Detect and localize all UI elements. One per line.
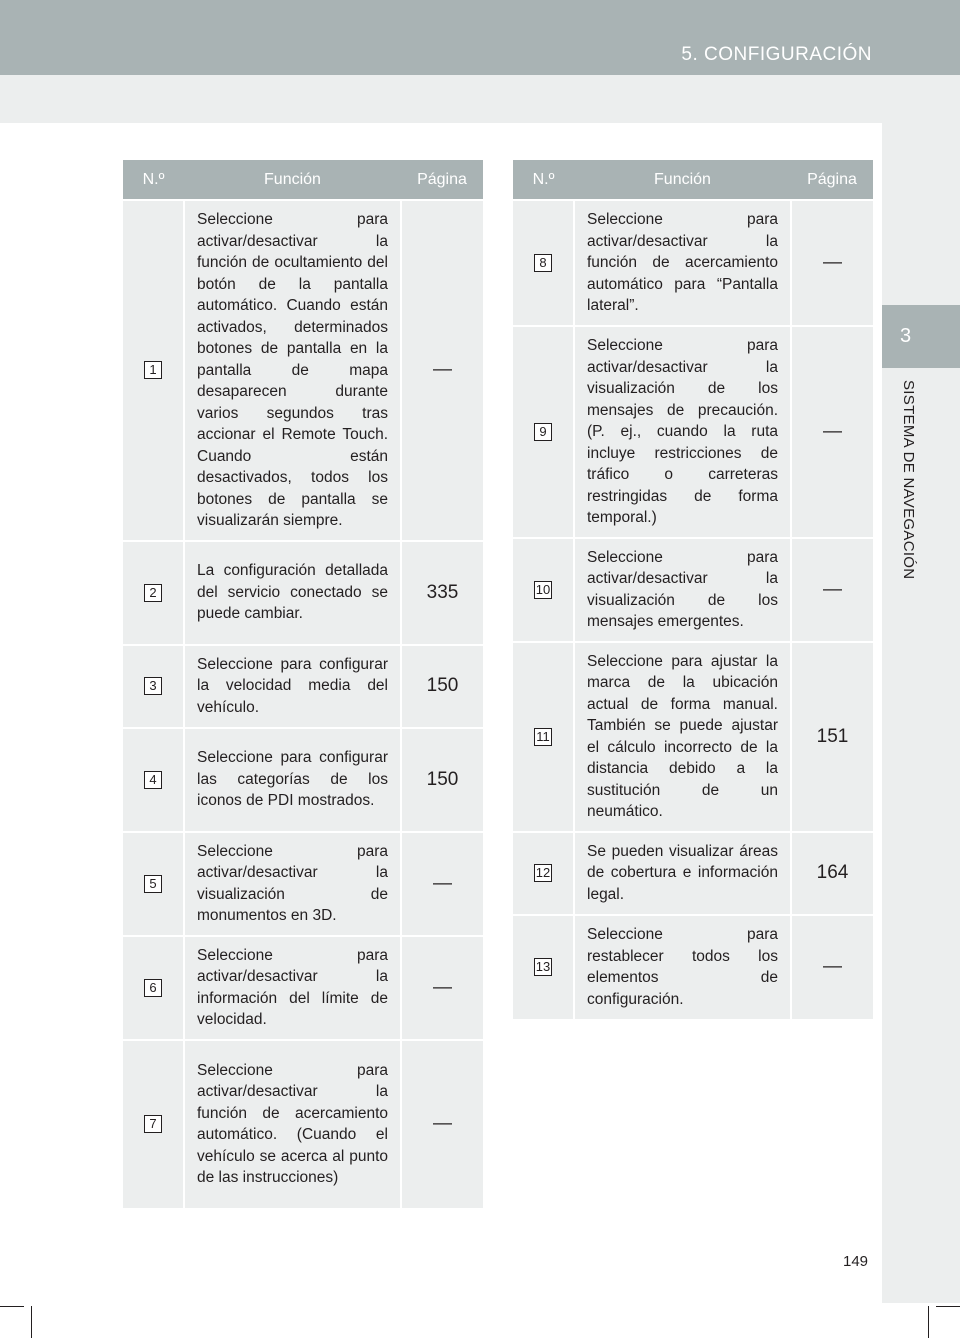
row-number-badge: 9	[534, 423, 552, 441]
table-row	[513, 832, 873, 915]
function-cell: Seleccione para activar/desactivar la función de acercamiento automático. (Cuando el vehículo se acerca al punto de las instrucciones)	[184, 1040, 401, 1208]
row-number-badge: 4	[144, 771, 162, 789]
table-header-row	[123, 160, 483, 200]
table-row	[123, 541, 483, 645]
column-header-function: Función	[574, 160, 791, 200]
row-number-badge: 7	[144, 1115, 162, 1133]
table-row	[123, 728, 483, 832]
row-number-cell	[123, 832, 184, 936]
row-number-badge: 3	[144, 677, 162, 695]
row-number-badge: 6	[144, 979, 162, 997]
row-number-cell	[123, 541, 184, 645]
page-number: 149	[843, 1253, 869, 1270]
function-cell: Seleccione para activar/desactivar la visualización de los mensajes emergentes.	[574, 538, 791, 642]
column-header-function: Función	[184, 160, 401, 200]
column-header-page: Página	[791, 160, 873, 200]
section-title: 5. CONFIGURACIÓN	[681, 44, 872, 65]
row-number-badge: 8	[534, 254, 552, 272]
crop-mark	[31, 1306, 32, 1338]
crop-mark	[0, 1306, 24, 1307]
page-cell: —	[791, 326, 873, 538]
function-cell: Seleccione para configurar la velocidad media del vehículo.	[184, 645, 401, 728]
function-table-right	[513, 160, 873, 1019]
row-number-cell	[123, 728, 184, 832]
page-cell: 150	[401, 728, 483, 832]
row-number-cell	[513, 538, 574, 642]
row-number-cell	[513, 832, 574, 915]
row-number-cell	[513, 642, 574, 832]
page-cell: 151	[791, 642, 873, 832]
function-cell: Seleccione para activar/desactivar la visualización de monumentos en 3D.	[184, 832, 401, 936]
function-cell: Seleccione para activar/desactivar la visualización de los mensajes de precaución. (P. ej., cuando la ruta incluye restricciones de tráfico o carreteras restringidas de forma temporal.)	[574, 326, 791, 538]
table-row	[123, 1040, 483, 1208]
chapter-tab[interactable]	[882, 305, 960, 368]
function-cell: Seleccione para restablecer todos los elementos de configuración.	[574, 915, 791, 1019]
page-cell: —	[401, 1040, 483, 1208]
crop-mark	[928, 1306, 929, 1338]
table-row	[123, 200, 483, 541]
page-cell: 164	[791, 832, 873, 915]
page-cell: —	[791, 200, 873, 326]
table-row	[513, 200, 873, 326]
row-number-cell	[513, 326, 574, 538]
table-row	[123, 645, 483, 728]
row-number-badge: 2	[144, 584, 162, 602]
row-number-badge: 12	[535, 865, 551, 880]
table-row	[513, 538, 873, 642]
row-number-cell	[513, 200, 574, 326]
function-cell: Se pueden visualizar áreas de cobertura e información legal.	[574, 832, 791, 915]
page-cell: —	[401, 936, 483, 1040]
table-row	[513, 326, 873, 538]
function-table-left	[123, 160, 483, 1208]
page-cell: —	[791, 538, 873, 642]
function-cell: Seleccione para configurar las categorías de los iconos de PDI mostrados.	[184, 728, 401, 832]
page-cell: —	[401, 200, 483, 541]
header-subband	[0, 75, 960, 123]
table-row	[513, 915, 873, 1019]
row-number-badge: 13	[535, 959, 551, 974]
crop-mark	[936, 1306, 960, 1307]
row-number-badge: 11	[534, 728, 552, 746]
row-number-cell	[123, 1040, 184, 1208]
row-number-cell	[123, 936, 184, 1040]
column-header-number: N.º	[513, 160, 574, 200]
function-cell: Seleccione para ajustar la marca de la ubicación actual de forma manual. También se puede ajustar el cálculo incorrecto de la distancia debido a la sustitución de un neumático.	[574, 642, 791, 832]
function-cell: Seleccione para activar/desactivar la información del límite de velocidad.	[184, 936, 401, 1040]
function-cell: Seleccione para activar/desactivar la función de acercamiento automático para “Pantalla lateral”.	[574, 200, 791, 326]
table-row	[123, 936, 483, 1040]
chapter-title: SISTEMA DE NAVEGACIÓN	[900, 380, 917, 580]
chapter-number: 3	[900, 325, 912, 347]
table-row	[123, 832, 483, 936]
page-cell: 150	[401, 645, 483, 728]
page-cell: —	[791, 915, 873, 1019]
side-strip	[882, 123, 960, 1303]
row-number-cell	[123, 200, 184, 541]
row-number-cell	[513, 915, 574, 1019]
column-header-page: Página	[401, 160, 483, 200]
page-cell: 335	[401, 541, 483, 645]
row-number-badge: 10	[535, 581, 551, 597]
column-header-number: N.º	[123, 160, 184, 200]
page-cell: —	[401, 832, 483, 936]
row-number-badge: 5	[144, 875, 162, 893]
function-cell: Seleccione para activar/desactivar la función de ocultamiento del botón de la pantalla automático. Cuando están activados, determinados botones de pantalla en la pantalla de mapa desaparecen durante varios segundos tras accionar el Remote Touch. Cuando están desactivados, todos los botones de pantalla se visualizarán siempre.	[184, 200, 401, 541]
row-number-cell	[123, 645, 184, 728]
row-number-badge: 1	[144, 361, 162, 379]
function-cell: La configuración detallada del servicio conectado se puede cambiar.	[184, 541, 401, 645]
table-header-row	[513, 160, 873, 200]
table-row	[513, 642, 873, 832]
